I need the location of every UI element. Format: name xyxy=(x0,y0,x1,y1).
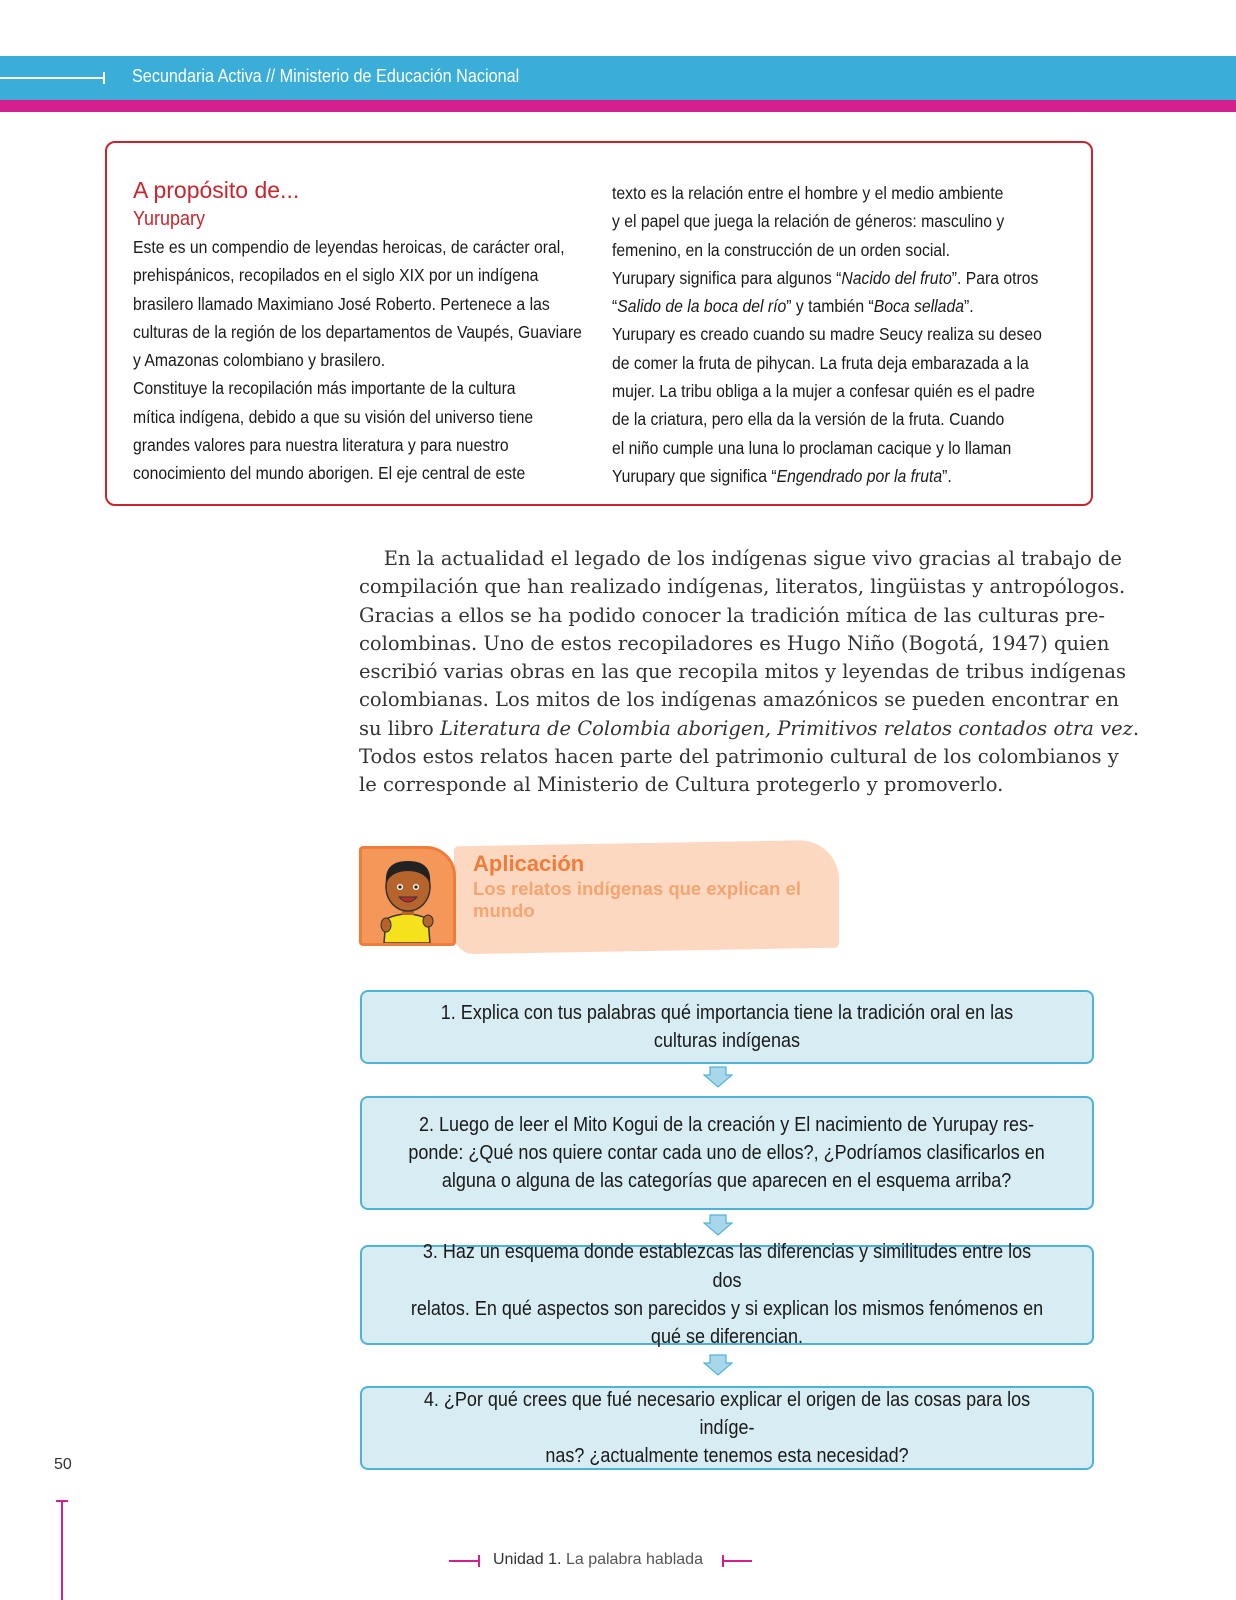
info-left-line: brasilero llamado Maximiano José Roberto. Pertenece a las xyxy=(133,293,550,314)
footer-unit xyxy=(493,1551,703,1569)
header-rule xyxy=(0,77,104,79)
main-paragraph xyxy=(359,545,1140,800)
info-left-line: Este es un compendio de leyendas heroicas, de carácter oral, xyxy=(133,237,565,257)
header-accent-stripe xyxy=(0,100,1236,112)
info-right-line: de la criatura, pero ella da la versión de la fruta. Cuando xyxy=(612,409,1005,430)
child-character-icon xyxy=(362,849,453,943)
paragraph-line: En la actualidad el legado de los indígenas sigue vivo gracias al trabajo de xyxy=(359,547,1122,570)
footer-rule-left xyxy=(449,1560,479,1562)
footer-unit-title: La palabra hablada xyxy=(565,1551,703,1568)
question-text: 4. ¿Por qué crees que fué necesario explicar el origen de las cosas para los indíge- nas? ¿actualmente tenemos esta necesidad? xyxy=(423,1388,1031,1468)
paragraph-line: colombianas. Los mitos de los indígenas amazónicos se pueden encontrar en xyxy=(359,688,1120,712)
text-run: “ xyxy=(612,296,618,317)
info-left-line: Constituye la recopilación más importante de la cultura xyxy=(133,378,516,399)
page-number: 50 xyxy=(54,1456,72,1473)
text-run: Yurupary que significa “ xyxy=(612,465,777,486)
paragraph-line: colombinas. Uno de estos recopiladores es Hugo Niño (Bogotá, 1947) quien xyxy=(359,631,1110,655)
italic-run: Nacido del fruto xyxy=(841,267,952,288)
text-run: Yurupary significa para algunos “ xyxy=(612,267,842,288)
down-arrow-icon xyxy=(703,1354,733,1376)
paragraph-line: Todos estos relatos hacen parte del patrimonio cultural de los colombianos y xyxy=(359,745,1119,769)
text-run: . xyxy=(1132,716,1140,740)
aplicacion-subtitle: Los relatos indígenas que explican el mundo xyxy=(473,878,801,921)
footer-rule-right-tick xyxy=(722,1555,724,1567)
info-right-line xyxy=(612,292,1035,320)
info-right-line: texto es la relación entre el hombre y el medio ambiente xyxy=(612,183,1004,203)
info-left-line: conocimiento del mundo aborigen. El eje central de este xyxy=(133,463,526,484)
text-run: ”. xyxy=(963,296,974,317)
footer-rule-right xyxy=(722,1560,752,1562)
paragraph-line: compilación que han realizado indígenas, literatos, lingüistas y antropólogos. xyxy=(359,575,1126,599)
question-text: 1. Explica con tus palabras qué importancia tiene la tradición oral en las culturas indígenas xyxy=(440,1001,1014,1052)
italic-run: Engendrado por la fruta xyxy=(776,465,943,486)
box-title: A propósito de... xyxy=(133,177,300,203)
down-arrow-icon xyxy=(703,1066,733,1088)
paragraph-line: Gracias a ellos se ha podido conocer la tradición mítica de las culturas pre- xyxy=(359,603,1105,627)
italic-run: Boca sellada xyxy=(873,296,964,317)
paragraph-line: le corresponde al Ministerio de Cultura protegerlo y promoverlo. xyxy=(359,773,1004,797)
info-right-line: femenino, en la construcción de un orden social. xyxy=(612,239,950,260)
book-title: Literatura de Colombia aborigen, Primitivos relatos contados otra vez xyxy=(439,716,1133,740)
question-text: 3. Haz un esquema donde establezcas las diferencias y similitudes entre los dos relatos. En qué aspectos son parecidos y si explican los mismos fenómenos en qué se diferencian. xyxy=(410,1241,1044,1349)
info-left-line: y Amazonas colombiano y brasilero. xyxy=(133,350,386,371)
info-left-line: mítica indígena, debido a que su visión del universo tiene xyxy=(133,406,534,427)
text-run: ”. Para otros xyxy=(951,267,1039,288)
question-box-2 xyxy=(360,1096,1094,1210)
text-run: ” y también “ xyxy=(786,296,874,317)
info-left-column xyxy=(133,175,583,488)
info-left-line: culturas de la región de los departamentos de Vaupés, Guaviare xyxy=(133,321,582,342)
info-right-line: Yurupary es creado cuando su madre Seucy realiza su deseo xyxy=(612,324,1042,345)
info-right-line: mujer. La tribu obliga a la mujer a confesar quién es el padre xyxy=(612,381,1035,402)
box-subtitle: Yurupary xyxy=(133,208,206,230)
left-margin-rule xyxy=(61,1500,63,1600)
info-left-line: prehispánicos, recopilados en el siglo XIX por un indígena xyxy=(133,265,539,286)
info-left-line: grandes valores para nuestra literatura y para nuestro xyxy=(133,435,509,456)
footer-rule-left-tick xyxy=(478,1555,480,1567)
italic-run: Salido de la boca del río xyxy=(617,296,787,317)
left-margin-rule-tick xyxy=(56,1500,68,1502)
aplicacion-title: Aplicación xyxy=(473,851,585,876)
footer-unit-label: Unidad 1. xyxy=(493,1551,562,1568)
info-right-line: y el papel que juega la relación de géneros: masculino y xyxy=(612,211,1005,232)
paragraph-line: escribió varias obras en las que recopila mitos y leyendas de tribus indígenas xyxy=(359,660,1127,684)
down-arrow-icon xyxy=(703,1214,733,1236)
header-rule-tick xyxy=(103,72,105,84)
question-text: 2. Luego de leer el Mito Kogui de la creación y El nacimiento de Yurupay res- ponde: ¿Qué nos quiere contar cada uno de ellos?, ¿Podríamos clasificarlos en alguna o alguna de las categorías que aparecen en el esquema arriba? xyxy=(408,1113,1046,1193)
info-right-column xyxy=(612,179,1082,490)
question-box-3 xyxy=(360,1241,1094,1349)
paragraph-line xyxy=(359,715,1140,743)
info-right-line: de comer la fruta de pihycan. La fruta deja embarazada a la xyxy=(612,352,1029,373)
info-right-line xyxy=(612,264,1039,292)
avatar xyxy=(359,846,456,946)
info-right-line: el niño cumple una luna lo proclaman cacique y lo llaman xyxy=(612,437,1012,458)
a-proposito-box xyxy=(105,141,1093,506)
header-title: Secundaria Activa // Ministerio de Educación Nacional xyxy=(132,66,520,86)
info-right-line xyxy=(612,462,1035,490)
text-run: su libro xyxy=(359,716,440,740)
question-box-1 xyxy=(360,990,1094,1064)
question-box-4 xyxy=(360,1386,1094,1470)
text-run: ”. xyxy=(942,465,952,486)
